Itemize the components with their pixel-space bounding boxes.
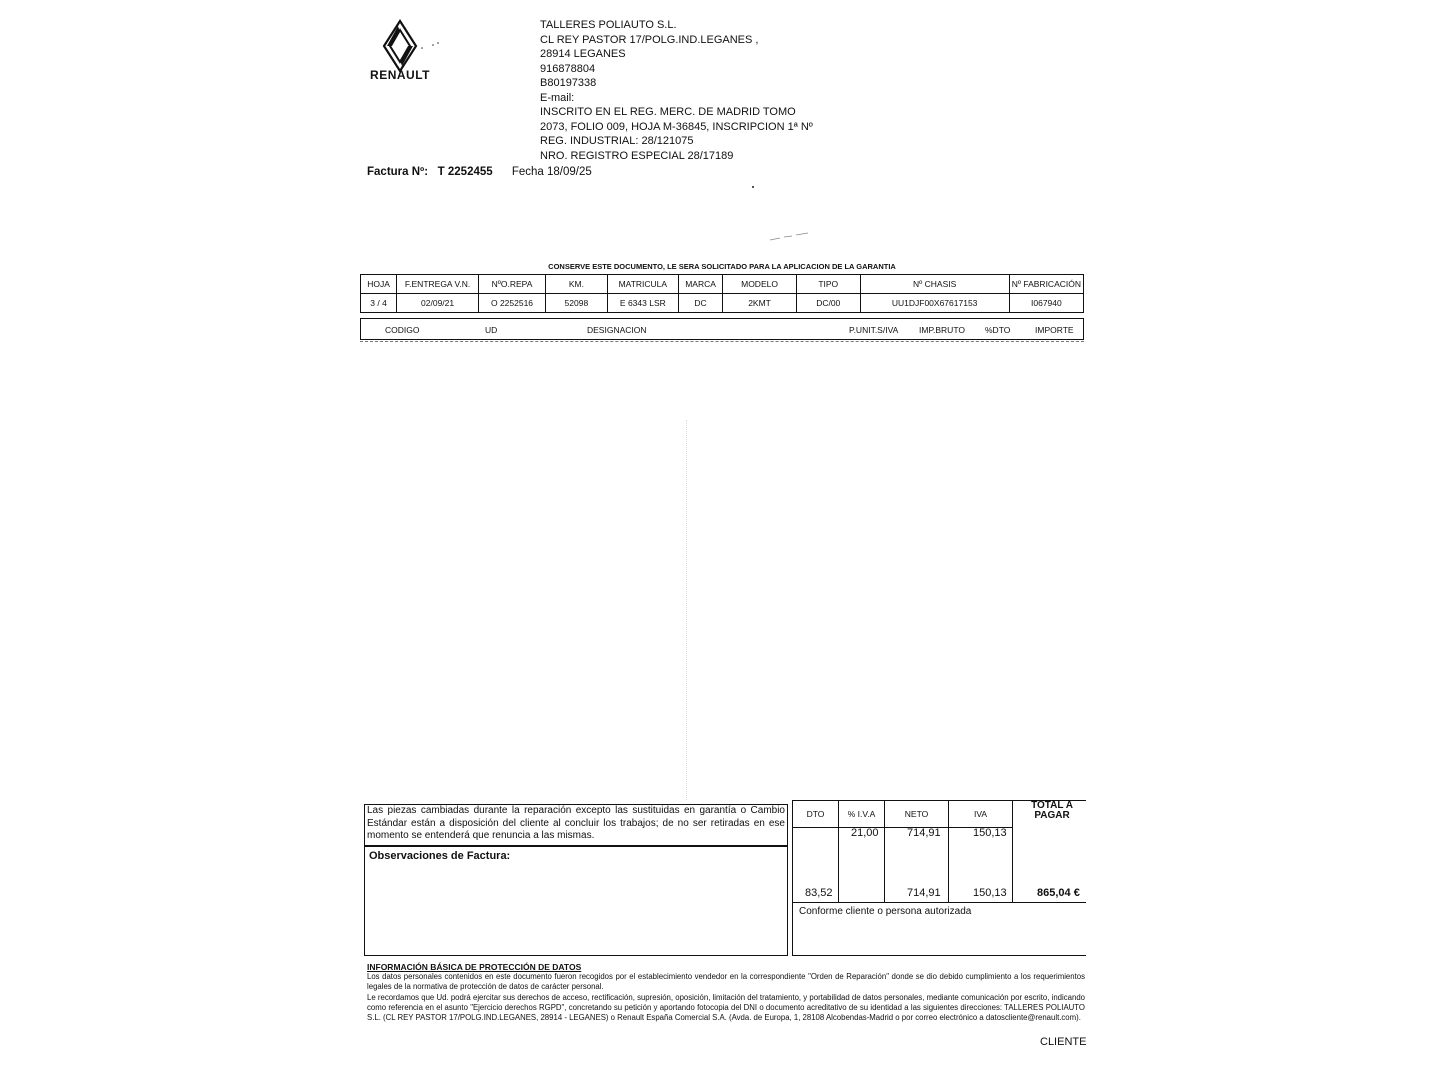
totals-header-total: TOTAL A PAGAR: [1031, 800, 1073, 821]
conformity-bottom-line: [792, 955, 1086, 956]
row2-neto: 714,91: [907, 887, 941, 899]
header-cell: KM.: [546, 275, 608, 294]
company-line: REG. INDUSTRIAL: 28/121075: [540, 135, 694, 147]
conformity-box: [792, 902, 1086, 956]
header-cell: Nº CHASIS: [860, 275, 1009, 294]
header-cell: MATRICULA: [607, 275, 678, 294]
company-line: CL REY PASTOR 17/POLG.IND.LEGANES ,: [540, 33, 759, 46]
conformity-label: Conforme cliente o persona autorizada: [799, 906, 972, 917]
invoice-number: T 2252455: [437, 166, 493, 178]
total-amount: 865,04 €: [1037, 887, 1080, 899]
totals-header-iva-pct: % I.V.A: [847, 809, 876, 819]
col-importe: IMPORTE: [1035, 325, 1074, 335]
scan-mark: [770, 232, 810, 242]
row2-dto: 83,52: [805, 887, 833, 899]
company-line: 916878804: [540, 62, 596, 75]
invoice-header: [367, 166, 592, 178]
header-cell: HOJA: [361, 275, 397, 294]
cell-marca: DC: [678, 294, 722, 313]
totals-header-iva: IVA: [973, 809, 988, 819]
header-cell: NºO.REPA: [479, 275, 546, 294]
cell-modelo: 2KMT: [723, 294, 797, 313]
company-info: [540, 18, 813, 163]
header-cell: Nº FABRICACIÓN: [1009, 275, 1083, 294]
cell-orden: O 2252516: [479, 294, 546, 313]
scan-speck: [752, 186, 754, 188]
brand-name: RENAULT: [370, 68, 430, 82]
col-punit: P.UNIT.S/IVA: [849, 325, 899, 335]
row1-neto: 714,91: [907, 827, 941, 839]
invoice-date-label: Fecha: [511, 166, 544, 178]
cell-chasis: UU1DJF00X67617153: [860, 294, 1009, 313]
col-dto: %DTO: [985, 325, 1011, 335]
col-impbruto: IMP.BRUTO: [919, 325, 965, 335]
line-items-header: [360, 318, 1084, 340]
fold-line: [686, 420, 688, 800]
privacy-section: [367, 962, 1085, 1023]
row2-iva: 150,13: [973, 887, 1007, 899]
pieces-notice: Las piezas cambiadas durante la reparación excepto las sustituidas en garantía o Cambio Estándar están a disposición del cliente al concluir los trabajos; de no ser retiradas en ese momento se entenderá que renuncia a las mismas.: [364, 804, 788, 846]
invoice-date: 18/09/25: [547, 166, 592, 178]
observations-box: [364, 846, 788, 956]
row1-iva-pct: 21,00: [851, 827, 879, 839]
header-cell: TIPO: [796, 275, 860, 294]
cell-entrega: 02/09/21: [397, 294, 479, 313]
table-row: [361, 294, 1084, 313]
vehicle-table: [360, 274, 1084, 313]
company-line: E-mail:: [540, 91, 575, 104]
company-line: TALLERES POLIAUTO S.L.: [540, 19, 677, 31]
totals-col-iva-pct: [839, 801, 885, 902]
totals-header-dto: DTO: [806, 809, 825, 819]
copy-label: CLIENTE: [1040, 1036, 1087, 1048]
privacy-paragraph: Le recordamos que Ud. podrá ejercitar sus derechos de acceso, rectificación, supresión, oposición, limitación del tratamiento, y portabilidad de datos personales, mediante comunicación por escrito, indicando como referencia en el asunto "Ejercicio derechos RGPD", concretando su petición y aportando fotocopia del DNI o documento acreditativo de su identidad a las siguientes direcciones: TALLERES POLIAUTO S.L. (CL REY PASTOR 17/POLG.IND.LEGANES, 28914 - LEGANES) o Renault España Comercial S.A. (Avda. de Europa, 1, 28108 Alcobendas-Madrid o por correo electrónico a datoscliente@renault.com).: [367, 992, 1085, 1023]
totals-box: [792, 800, 1086, 902]
company-line: INSCRITO EN EL REG. MERC. DE MADRID TOMO: [540, 106, 796, 118]
company-line: 28914 LEGANES: [540, 48, 626, 60]
cell-fabricacion: I067940: [1009, 294, 1083, 313]
company-line: NRO. REGISTRO ESPECIAL 28/17189: [540, 149, 734, 162]
col-ud: UD: [485, 325, 498, 335]
cell-tipo: DC/00: [796, 294, 860, 313]
table-header-row: [361, 275, 1084, 294]
cell-km: 52098: [546, 294, 608, 313]
col-designacion: DESIGNACION: [587, 325, 647, 335]
guarantee-notice: CONSERVE ESTE DOCUMENTO, LE SERA SOLICITADO PARA LA APLICACION DE LA GARANTIA: [548, 262, 896, 271]
privacy-title: INFORMACIÓN BÁSICA DE PROTECCIÓN DE DATOS: [367, 962, 582, 972]
observations-label: Observaciones de Factura:: [369, 850, 511, 862]
totals-header-neto: NETO: [904, 809, 929, 819]
header-cell: MARCA: [678, 275, 722, 294]
header-cell: F.ENTREGA V.N.: [397, 275, 479, 294]
company-line: 2073, FOLIO 009, HOJA M-36845, INSCRIPCION 1ª Nº: [540, 120, 813, 133]
privacy-paragraph: Los datos personales contenidos en este documento fueron recogidos por el establecimiento vendedor en la correspondiente "Orden de Reparación" donde se dio debido cumplimiento a los requerimientos legales de la normativa de protección de datos de carácter personal.: [367, 972, 1085, 992]
header-cell: MODELO: [723, 275, 797, 294]
invoice-number-label: Factura Nº:: [367, 166, 429, 178]
col-codigo: CODIGO: [385, 325, 420, 335]
row1-iva: 150,13: [973, 827, 1007, 839]
company-line: B80197338: [540, 77, 597, 89]
cell-hoja: 3 / 4: [361, 294, 397, 313]
perforation-line: [360, 341, 1084, 342]
cell-matricula: E 6343 LSR: [607, 294, 678, 313]
